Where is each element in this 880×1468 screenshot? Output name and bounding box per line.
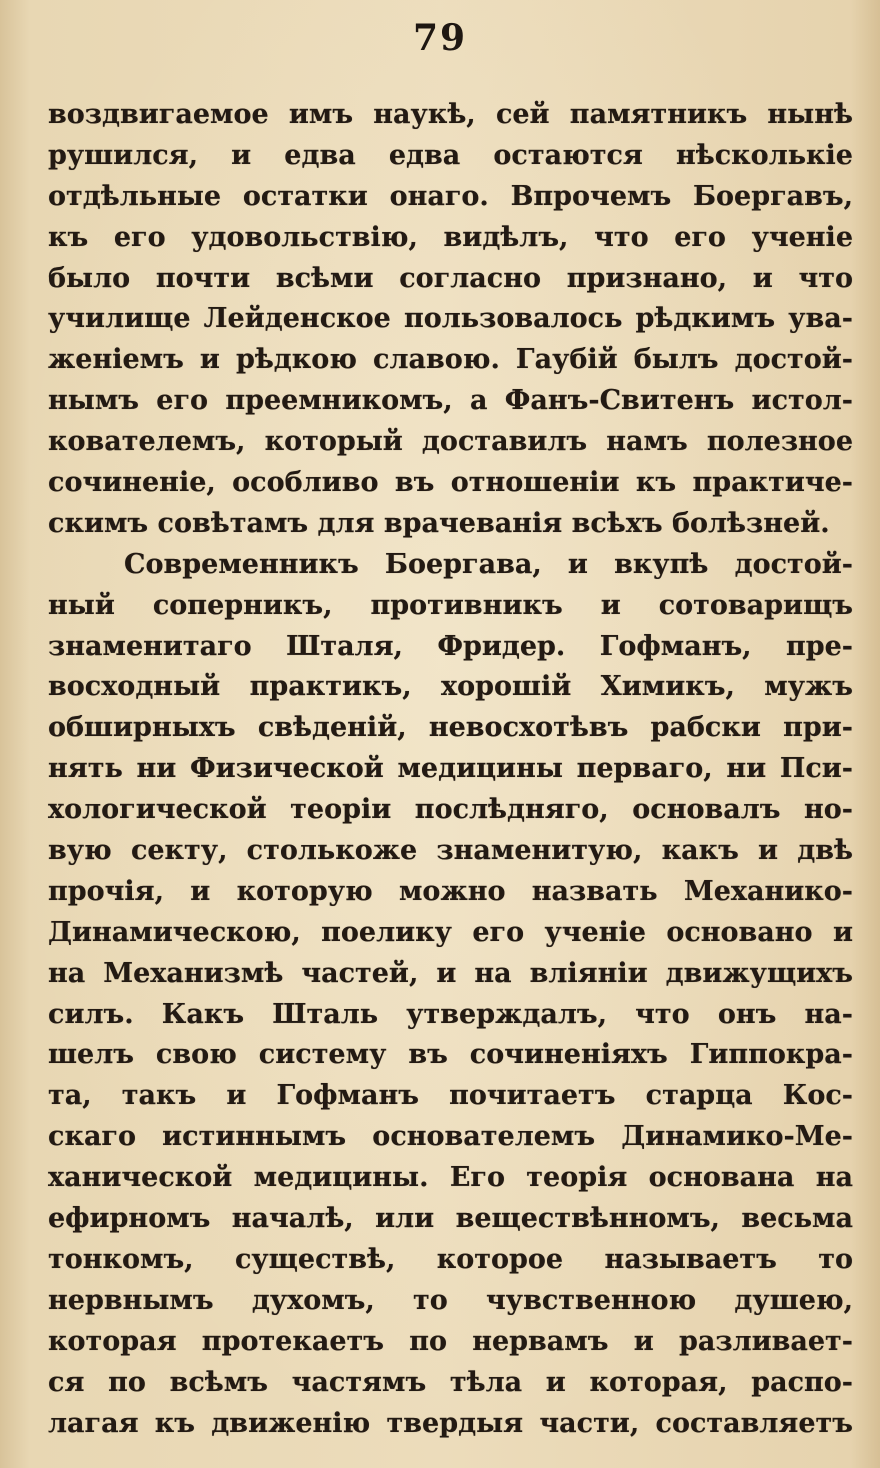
text-line: хологической теоріи послѣдняго, основалъ но- xyxy=(48,794,853,826)
text-line: ефирномъ началѣ, или веществѣнномъ, весьма xyxy=(48,1203,853,1235)
text-line: лагая къ движенію твердыя части, составляетъ xyxy=(48,1407,853,1439)
text-line: къ его удовольствію, видѣлъ, что его ученіе xyxy=(48,221,853,253)
text-line: та, такъ и Гофманъ почитаетъ старца Кос- xyxy=(48,1080,853,1112)
text-line: отдѣльные остатки онаго. Впрочемъ Боергавъ, xyxy=(48,180,853,212)
text-line: вую секту, столькоже знаменитую, какъ и двѣ xyxy=(48,835,853,867)
text-line: обширныхъ свѣденій, невосхотѣвъ рабски при- xyxy=(48,712,853,744)
text-line: кователемъ, который доставилъ намъ полезное xyxy=(48,426,853,458)
body-text xyxy=(48,95,853,1444)
text-line: которая протекаетъ по нервамъ и разливает- xyxy=(48,1325,853,1357)
text-line: нять ни Физической медицины перваго, ни Пси- xyxy=(48,753,853,785)
text-line: восходный практикъ, хорошій Химикъ, мужъ xyxy=(48,671,853,703)
text-line: силъ. Какъ Шталь утверждалъ, что онъ на- xyxy=(48,998,853,1030)
text-line: рушился, и едва едва остаются нѣсколькіе xyxy=(48,139,853,171)
text-line: знаменитаго Шталя, Фридер. Гофманъ, пре- xyxy=(48,630,853,662)
text-line: женіемъ и рѣдкою славою. Гаубій былъ достой- xyxy=(48,344,853,376)
text-line: было почти всѣми согласно признано, и что xyxy=(48,262,853,294)
text-line: скаго истиннымъ основателемъ Динамико-Ме- xyxy=(48,1121,853,1153)
text-line: Динамическою, поелику его ученіе основано и xyxy=(48,916,853,948)
text-line: ный соперникъ, противникъ и сотоварищъ xyxy=(48,589,853,621)
text-line: прочія, и которую можно назвать Механико- xyxy=(48,875,853,907)
text-line: скимъ совѣтамъ для врачеванія всѣхъ болѣзней. xyxy=(48,507,830,539)
text-line: сочиненіе, особливо въ отношеніи къ практиче- xyxy=(48,467,853,499)
text-line: тонкомъ, существѣ, которое называетъ то xyxy=(48,1243,853,1275)
text-line: воздвигаемое имъ наукѣ, сей памятникъ нынѣ xyxy=(48,99,853,130)
text-line: шелъ свою систему въ сочиненіяхъ Гиппокра- xyxy=(48,1039,853,1071)
text-line: училище Лейденское пользовалось рѣдкимъ ува- xyxy=(48,303,853,335)
text-line: ханической медицины. Его теорія основана на xyxy=(48,1162,853,1194)
page-number: 79 xyxy=(412,17,468,59)
text-line: на Механизмѣ частей, и на вліяніи движущихъ xyxy=(48,957,853,989)
text-line: нервнымъ духомъ, то чувственною душею, xyxy=(48,1284,853,1316)
paragraph-first-line: Современникъ Боергава, и вкупѣ достой- xyxy=(124,548,853,580)
text-line: нымъ его преемникомъ, а Фанъ-Свитенъ истол- xyxy=(48,385,853,417)
text-line: ся по всѣмъ частямъ тѣла и которая, распо- xyxy=(48,1366,853,1398)
